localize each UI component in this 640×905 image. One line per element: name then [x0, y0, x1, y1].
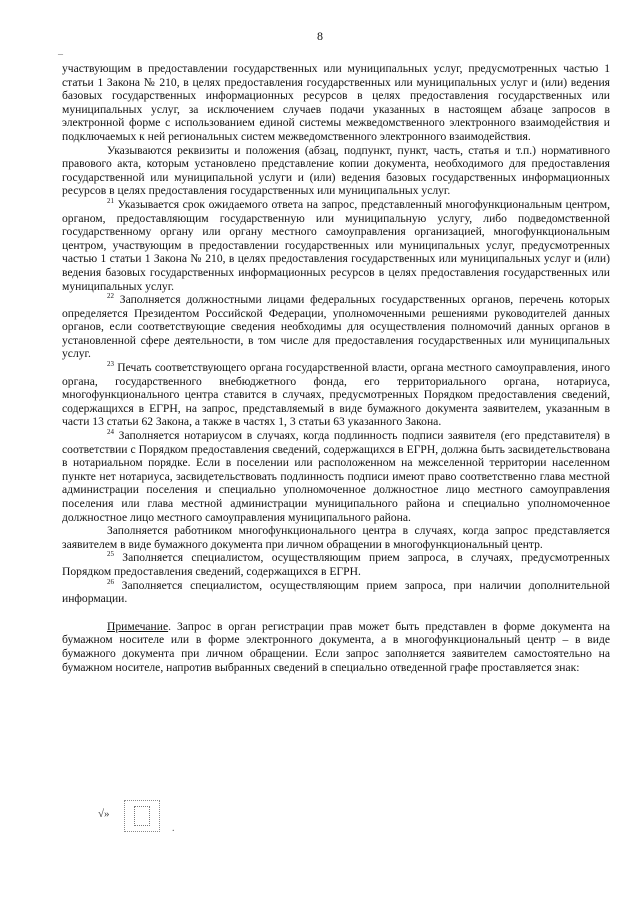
footnote-21 [62, 198, 610, 293]
footnote-25 [62, 551, 610, 578]
paragraph-mfc: Заполняется работником многофункционального центра в случаях, когда запрос представляется заявителем в виде бумажного документа при личном обращении в многофункциональный центр. [62, 524, 610, 551]
footnote-24 [62, 429, 610, 524]
footnote-23 [62, 361, 610, 429]
footnote-text: Указывается срок ожидаемого ответа на запрос, представленный многофункциональным центром, органом, предоставляющим государственную или муниципальную услугу, либо подведомственной государственному органу или органу местного самоуправления организацией, многофункциональным центром, участвующим в предоставлении государственных или муниципальных услуг, предусмотренных частью 1 статьи 1 Закона № 210, в целях предоставления государственных или муниципальных услуг и (или) ведения базовых государственных информационных ресурсов в целях предоставления государственных или муниципальных услуг. [62, 197, 610, 293]
footnote-marker: 25 [107, 550, 114, 559]
page-number: 8 [317, 29, 323, 43]
paragraph-requisites: Указываются реквизиты и положения (абзац, подпункт, пункт, часть, статья и т.п.) нормативного правового акта, которым установлено представление копии документа, необходимого для предоставления государственной или муниципальной услуги и (или) ведения базовых государственных информационных ресурсов в целях предоставления государственных или муниципальных услуг. [62, 143, 610, 198]
footnote-text: Заполняется специалистом, осуществляющим прием запроса, при наличии дополнительной информации. [62, 578, 610, 606]
note-paragraph [62, 620, 610, 674]
footnote-text: Заполняется нотариусом в случаях, когда подлинность подписи заявителя (его представителя) в соответствии с Порядком предоставления сведений, содержащихся в ЕГРН, должна быть засвидетельствована в нотариальном порядке. Если в поселении или расположенном на межселенной территории населенном пункте нет нотариуса, засвидетельствовать подлинность подписи имеют право соответственно глава местной администрации поселения и специально уполномоченное должностное лицо местного самоуправления поселения или глава местной администрации муниципального района и специально уполномоченное должностное лицо местного самоуправления муниципального района. [62, 429, 610, 524]
trailing-dot: . [172, 823, 175, 834]
margin-mark: – [58, 49, 63, 60]
footnote-text: Заполняется специалистом, осуществляющим прием запроса, в случаях, предусмотренных Порядком предоставления сведений, содержащихся в ЕГРН. [62, 551, 610, 578]
footnote-22 [62, 293, 610, 361]
footnote-marker: 24 [107, 428, 114, 437]
footnote-marker: 23 [107, 360, 114, 369]
checkbox-inner-icon [134, 806, 150, 826]
paragraph-continuation: участвующим в предоставлении государственных или муниципальных услуг, предусмотренных частью 1 статьи 1 Закона № 210, в целях предоставления государственных или муниципальных услуг и (или) ведения базовых государственных информационных ресурсов в целях предоставления государственных или муниципальных услуг, за исключением случаев подачи указанных в настоящем абзаце запросов в электронной форме с использованием единой системы межведомственного электронного взаимодействия и подключаемых к ней региональных систем межведомственного электронного взаимодействия. [62, 62, 610, 143]
footnote-26 [62, 579, 610, 606]
footnote-marker: 22 [107, 292, 114, 301]
footnotes-body [62, 62, 610, 674]
footnote-marker: 26 [107, 577, 114, 586]
footnote-marker: 21 [107, 197, 114, 206]
footnote-text: Печать соответствующего органа государственной власти, органа местного самоуправления, иного органа, государственного внебюджетного фонда, его территориального органа, нотариуса, многофункционального центра ставится в случаях, предусмотренных Порядком предоставления сведений, содержащихся в ЕГРН, на запрос, представляемый в виде бумажного документа заявителем, указанным в части 13 статьи 62 Закона, а также в частях 1, 3 статьи 63 указанного Закона. [62, 361, 610, 429]
check-mark: √» [98, 808, 110, 820]
footnote-text: Заполняется должностными лицами федеральных государственных органов, перечень которых определяется Президентом Российской Федерации, уполномоченными решениями руководителей данных органов, если соответствующие сведения необходимы для осуществления полномочий данных органов в установленной сфере деятельности, в том числе для предоставления государственных или муниципальных услуг. [62, 293, 610, 361]
checkbox-sample [124, 800, 160, 832]
note-text: . Запрос в орган регистрации прав может быть представлен в форме документа на бумажном носителе или в форме электронного документа, а в многофункциональный центр – в виде бумажного документа при личном обращении. Если запрос заполняется заявителем самостоятельно на бумажном носителе, напротив выбранных сведений в специально отведенной графе проставляется знак: [62, 619, 610, 674]
note-label: Примечание [107, 619, 169, 633]
